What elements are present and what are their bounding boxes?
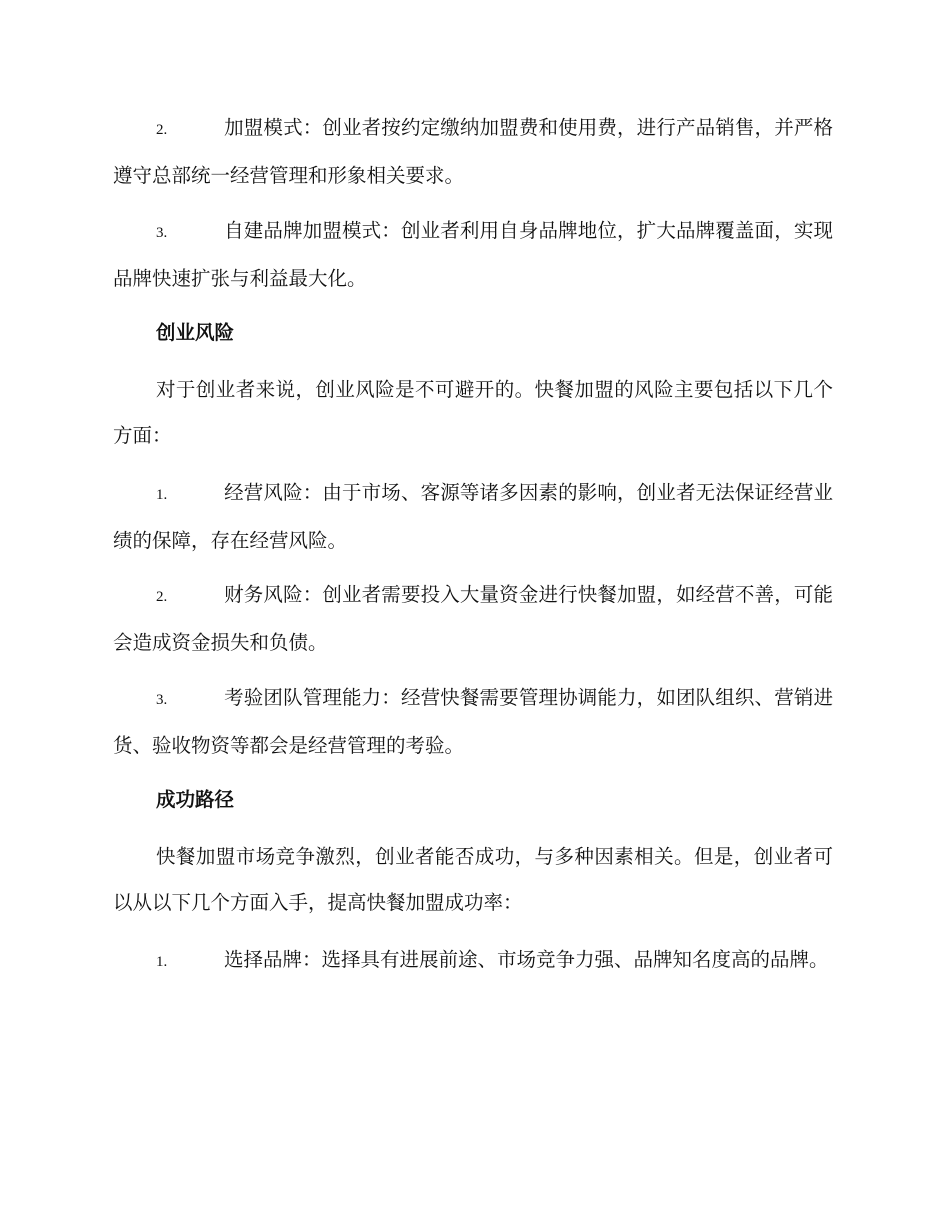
section-heading-success: 成功路径 — [156, 788, 235, 811]
list-item — [113, 937, 833, 985]
list-item — [113, 208, 833, 302]
paragraph — [113, 834, 833, 926]
list-number: 1. — [156, 487, 168, 503]
list-text: 财务风险：创业者需要投入大量资金进行快餐加盟，如经营不善，可能会造成资金损失和负债。 — [113, 583, 833, 654]
list-text: 加盟模式：创业者按约定缴纳加盟费和使用费，进行产品销售，并严格遵守总部统一经营管理和形象相关要求。 — [113, 116, 833, 187]
list-text: 选择品牌：选择具有进展前途、市场竞争力强、品牌知名度高的品牌。 — [224, 948, 829, 971]
list-text: 自建品牌加盟模式：创业者利用自身品牌地位，扩大品牌覆盖面，实现品牌快速扩张与利益最大化。 — [113, 219, 833, 290]
list-number: 2. — [156, 122, 168, 138]
risk-intro: 对于创业者来说，创业风险是不可避开的。快餐加盟的风险主要包括以下几个方面： — [113, 378, 833, 447]
list-number: 1. — [156, 954, 168, 970]
list-item — [113, 572, 833, 666]
list-number: 3. — [156, 225, 168, 241]
section-heading-risk: 创业风险 — [156, 321, 235, 344]
list-number: 3. — [156, 692, 168, 708]
list-number: 2. — [156, 589, 168, 605]
list-item — [113, 675, 833, 769]
success-intro: 快餐加盟市场竞争激烈，创业者能否成功，与多种因素相关。但是，创业者可以从以下几个方面入手，提高快餐加盟成功率： — [113, 845, 833, 914]
list-item — [113, 105, 833, 199]
list-text: 经营风险：由于市场、客源等诸多因素的影响，创业者无法保证经营业绩的保障，存在经营风险。 — [113, 481, 833, 552]
list-item — [113, 470, 833, 564]
list-text: 考验团队管理能力：经营快餐需要管理协调能力，如团队组织、营销进货、验收物资等都会是经营管理的考验。 — [113, 686, 833, 757]
paragraph — [113, 367, 833, 459]
